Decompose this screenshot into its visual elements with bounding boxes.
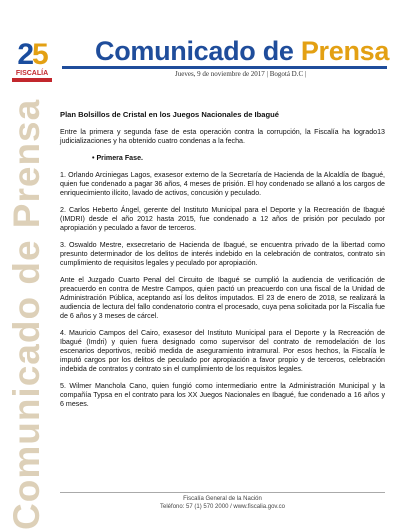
logo-bar	[12, 78, 52, 82]
title-accent: Prensa	[300, 36, 390, 66]
logo-digit-5: 5	[32, 38, 47, 71]
headline: Plan Bolsillos de Cristal en los Juegos Nacionales de Ibagué	[60, 110, 280, 119]
side-watermark: Comunicado de Prensa	[6, 98, 47, 530]
item-paragraph: 3. Oswaldo Mestre, exsecretario de Hacienda de Ibagué, se encuentra privado de la libertad como presunto determinador de los delitos de interés indebido en la celebración de contratos, contrato sin cumplimiento de requisitos legales y peculado por apropiación.	[60, 241, 385, 267]
item-paragraph: 4. Mauricio Campos del Cairo, exasesor del Instituto Municipal para el Deporte y la Recreación de Ibagué (Imdri) y quien fuera designado como supervisor del contrato de remodelación de los escenarios deportivos, recibió medida de aseguramiento intramural. Por esos hechos, la Fiscalía le imputó cargos por los delitos de peculado por apropiación a favor propio y de terceros, celebración indebida de contratos y contrato sin el cumplimiento de los requisitos legales.	[60, 329, 385, 373]
item-paragraph: 2. Carlos Heberto Ángel, gerente del Instituto Municipal para el Deporte y la Recreación de Ibagué (IMDRI) desde el año 2012 hasta 2015, fue condenado a 12 años de prisión por peculado por apropiación y peculado a favor de terceros.	[60, 206, 385, 232]
item-paragraph: Ante el Juzgado Cuarto Penal del Circuito de Ibagué se cumplió la audiencia de verificación de preacuerdo en contra de Mestre Campos, quien pactó un preacuerdo con una fiscal de la Unidad de Administración Pública, aceptando así los delitos imputados. El 23 de enero de 2018, se realizará la audiencia de lectura del fallo condenatorio contra el procesado, cuya pena solicitada por la Fiscalía fue de 6 años y 3 meses de cárcel.	[60, 276, 385, 320]
logo-name: FISCALÍA	[15, 70, 49, 77]
title-main: Comunicado de	[95, 36, 301, 66]
footer-rule	[60, 492, 385, 493]
dateline: Jueves, 9 de noviembre de 2017 | Bogotá D.C |	[175, 70, 307, 78]
intro-paragraph: Entre la primera y segunda fase de esta operación contra la corrupción, la Fiscalía ha logrado13 judicializaciones y ha obtenido cuatro condenas a la fecha.	[60, 128, 385, 145]
item-paragraph: 1. Orlando Arciniegas Lagos, exasesor externo de la Secretaría de Hacienda de la Alcaldía de Ibagué, quien fue condenado a pagar 36 años, 4 meses de prisión. El hoy condenado se allanó a los cargos de enriquecimiento ilícito, lavado de activos, concusión y peculado.	[60, 171, 385, 197]
item-paragraph: 5. Wilmer Manchola Cano, quien fungió como intermediario entre la Administración Municipal y la compañía Typsa en el contrato para los XX Juegos Nacionales en Ibagué, fue condenado a 16 años y 6 meses.	[60, 382, 385, 408]
fiscalia-logo	[10, 38, 54, 82]
logo-digit-2: 2	[17, 38, 32, 71]
header-rule	[62, 66, 387, 69]
logo-number	[10, 38, 54, 72]
footer	[60, 495, 385, 511]
article-body	[60, 110, 385, 417]
phase-label: • Primera Fase.	[92, 154, 143, 162]
footer-contact: Teléfono: 57 (1) 570 2000 / www.fiscalia.gov.co	[160, 504, 285, 510]
page-title	[95, 36, 389, 67]
footer-org: Fiscalía General de la Nación	[183, 496, 262, 502]
